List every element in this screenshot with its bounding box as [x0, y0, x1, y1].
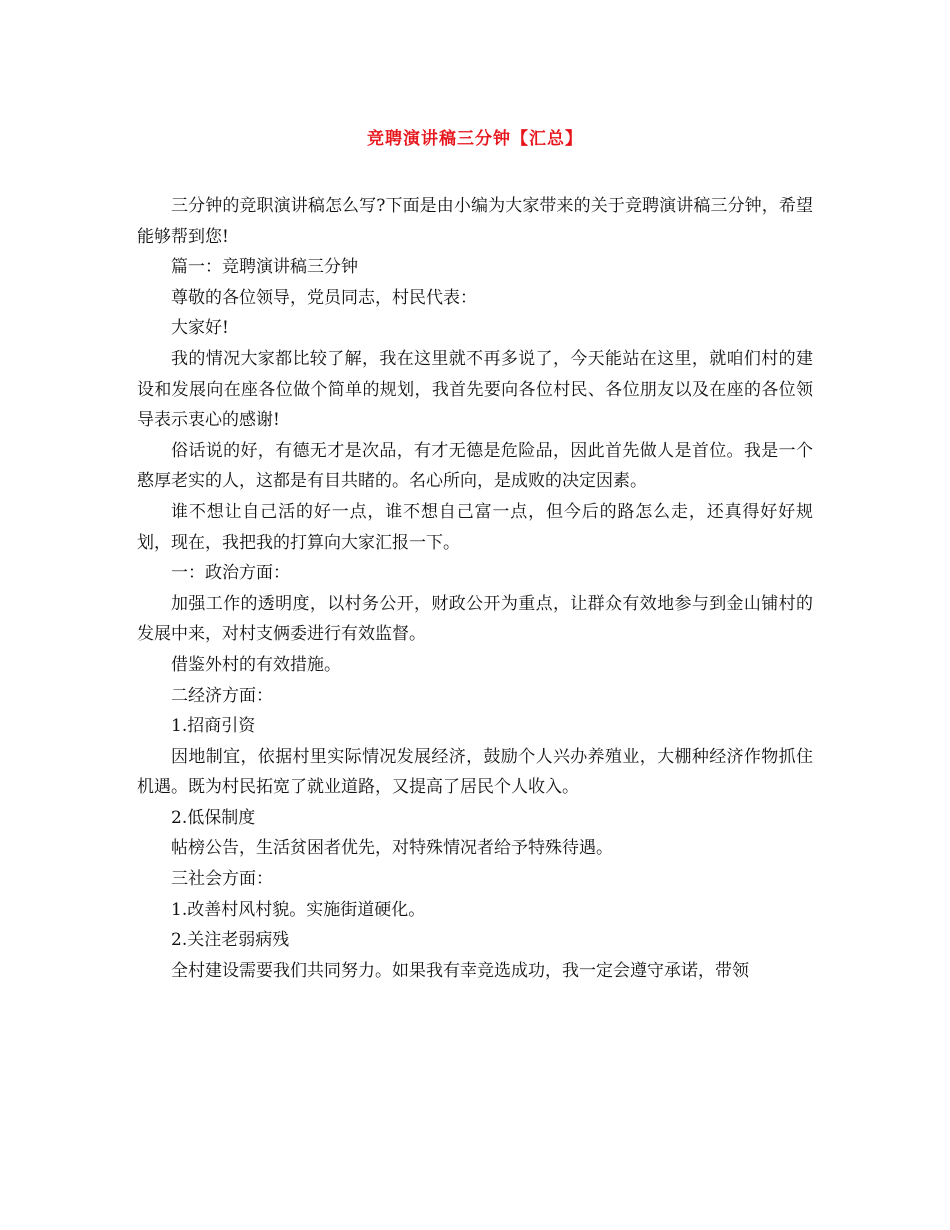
- document-title: 竞聘演讲稿三分钟【汇总】: [367, 129, 583, 149]
- paragraph-subheading: 2.低保制度: [171, 807, 256, 828]
- paragraph-body: 帖榜公告，生活贫困者优先，对特殊情况者给予特殊待遇。: [171, 838, 613, 859]
- paragraph-body: 我的情况大家都比较了解，我在这里就不再多说了，今天能站在这里，就咱们村的建设和发展向在座各位做个简单的规划，我首先要向各位村民、各位朋友以及在座的各位领导表示衷心的感谢!: [137, 348, 813, 431]
- paragraph-heading: 三社会方面：: [171, 869, 273, 890]
- paragraph-subheading: 2.关注老弱病残: [171, 930, 290, 951]
- paragraph-body: 因地制宜，依据村里实际情况发展经济，鼓励个人兴办养殖业，大棚种经济作物抓住机遇。既为村民拓宽了就业道路，又提高了居民个人收入。: [137, 746, 813, 798]
- paragraph-heading: 二经济方面：: [171, 685, 273, 706]
- document-body: [137, 191, 813, 986]
- paragraph-subheading: 1.招商引资: [171, 716, 256, 737]
- paragraph-body: 俗话说的好，有德无才是次品，有才无德是危险品，因此首先做人是首位。我是一个憨厚老实的人，这都是有目共睹的。名心所向，是成败的决定因素。: [137, 440, 813, 492]
- paragraph-intro: 三分钟的竞职演讲稿怎么写?下面是由小编为大家带来的关于竞聘演讲稿三分钟，希望能够帮到您!: [137, 196, 813, 247]
- paragraph-section-heading: 篇一：竞聘演讲稿三分钟: [171, 257, 358, 278]
- paragraph-greeting: 大家好!: [171, 318, 229, 339]
- paragraph-body: 全村建设需要我们共同努力。如果我有幸竞选成功，我一定会遵守承诺，带领: [171, 960, 749, 981]
- paragraph-body: 谁不想让自己活的好一点，谁不想自己富一点，但今后的路怎么走，还真得好好规划，现在，我把我的打算向大家汇报一下。: [137, 501, 813, 553]
- paragraph-body: 加强工作的透明度，以村务公开，财政公开为重点，让群众有效地参与到金山铺村的发展中来，对村支俩委进行有效监督。: [137, 593, 813, 645]
- paragraph-salutation: 尊敬的各位领导，党员同志，村民代表：: [171, 287, 477, 308]
- paragraph-heading: 一：政治方面：: [171, 563, 290, 584]
- paragraph-body: 借鉴外村的有效措施。: [171, 654, 341, 675]
- paragraph-subheading: 1.改善村风村貌。实施街道硬化。: [171, 899, 426, 920]
